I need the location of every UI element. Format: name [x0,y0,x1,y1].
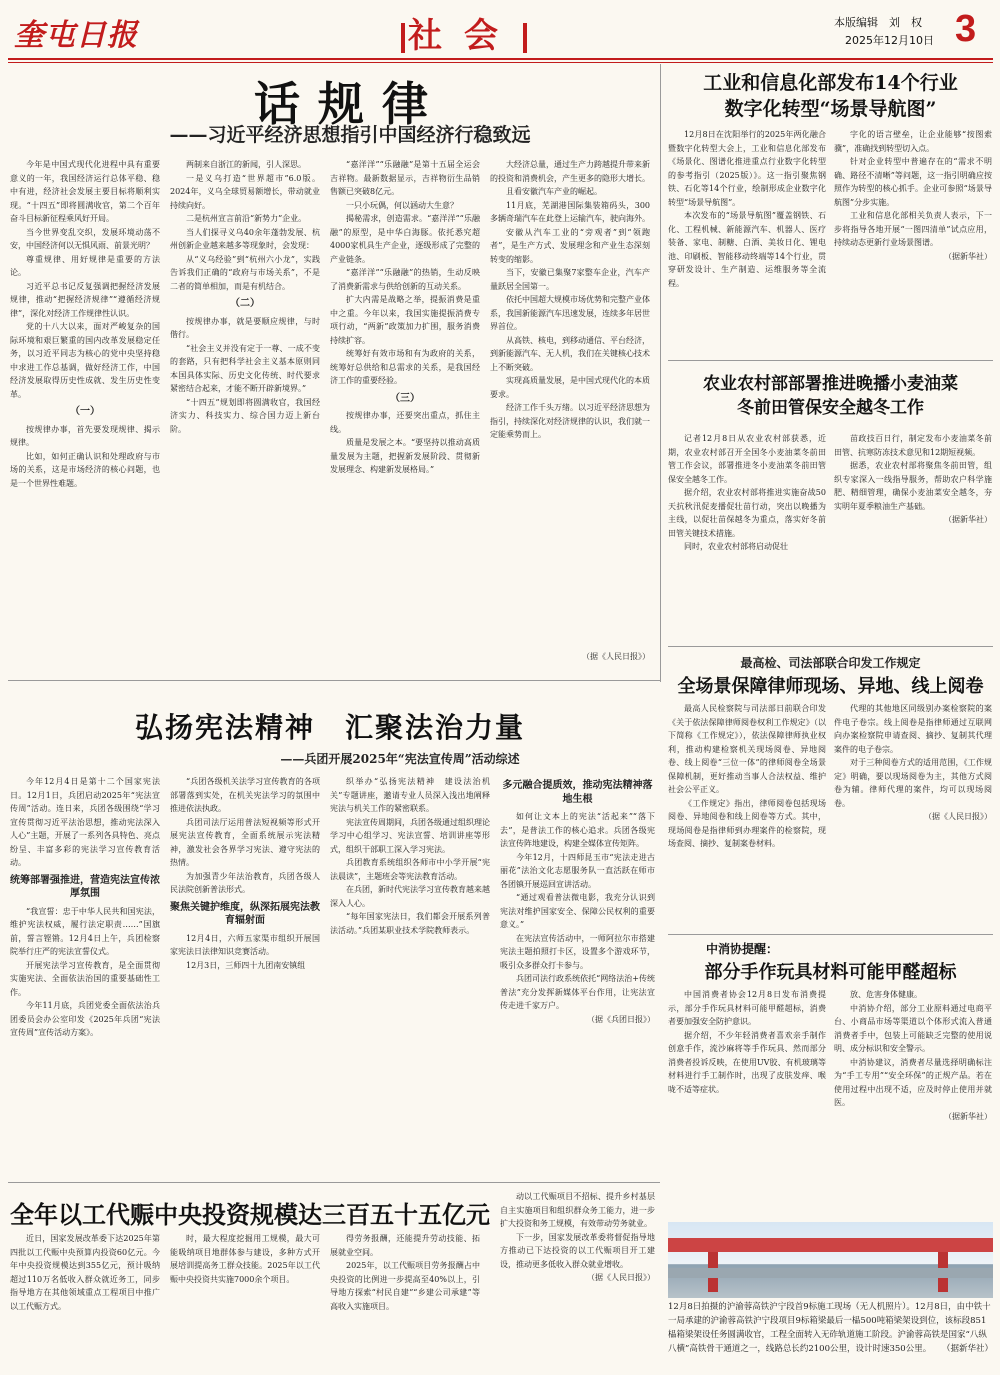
constitution-column-2: “兵团各级机关法学习宣传教育的各项部署落到实处，在机关宪法学习的氛围中推进依法执政。 兵团司法厅运用普法短视频等形式开展宪法宣传教育，全面系统展示宪法精神，激发社会各界学习宪法、遵守宪法的热情。 为加强青少年法治教育，兵团各级人民法院创新普法形式。 聚焦关键护维度，纵深拓展宪法教育辐射面 12月4日，六师五家渠市组织开展国家宪法日法律知识竞赛活动。 12月3日，三师四十九团南安镇组 [170,777,320,970]
toys-column-2: 放、危害身体健康。 中消协介绍，部分工业原料通过电商平台、小商品市场等渠道以个体形式流入普通消费者手中，包装上可能缺乏完整的使用说明、成分标识和安全警示。 中消协建议，消费者尽量选择明确标注为“手工专用”“安全环保”的正规产品。若在使用过程中出现不适，应及时停止使用并就医。 （据新华社） [834,990,992,1121]
divider [668,360,993,361]
issue-date: 2025年12月10日 [845,34,934,47]
constitution-subhead-1: 统筹部署强推进，营造宪法宣传浓厚氛围 [10,874,160,899]
constitution-title: 弘扬宪法精神 汇聚法治力量 [134,711,525,744]
divider [8,1182,660,1183]
industry-column-2: 字化的语言壁垒，让企业能够“按图索骥”，准确找到转型切入点。 针对企业转型中普遍存在的“需求不明确、路径不清晰”等问题，这一指引明确应按照作为转型的核心抓手。企业可参照“场景导航图”分步实施。 工业和信息化部相关负责人表示，下一步将指导各地开展“一图四清单”试点应用，持续动态更新行业场景图谱。 （据新华社） [834,130,992,261]
investment-title: 全年以工代赈中央投资规模达三百五十五亿元 [10,1200,490,1229]
lead-title: 话规律 [254,77,446,131]
toys-column-1: 中国消费者协会12月8日发布消费提示，部分手作玩具材料可能甲醛超标，消费者要加强安全防护意识。 据介绍，不少年轻消费者喜欢亲手制作创意手作，流沙麻将等手作玩具、然而部分消费者投诉反映，在使用UV胶、有机玻璃等材料进行手工制作时，出现了皮肤发痒、喉咙不适等症状。 [668,990,826,1094]
section-divider [8,680,660,681]
investment-column-3: 得劳务报酬，还能提升劳动技能、拓展就业空间。 2025年，以工代赈项目劳务报酬占中央投资的比例进一步提高至40%以上，引导地方探索“村民自建”“乡建公司承建”等高收入实施项目。 [330,1234,480,1311]
investment-column-2: 时，最大程度挖掘用工规模，最大可能吸纳项目地群体参与建设，多种方式开展培训提高务工群众技能。2025年以工代赈中央投资共实施7000余个项目。 [170,1234,320,1284]
lead-source: （据《人民日报》） [582,652,650,661]
lead-subtitle: ——习近平经济思想指引中国经济行稳致远 [169,124,531,146]
lead-column-4: 大经济总量，通过生产力跨越提升带来新的投资和消费机会，产生更多的隐形大增长。 且看安徽汽车产业的崛起。 11月底，芜湖港国际集装箱码头，300多辆奇瑞汽车在此登上运输汽车，驶向海外。 安徽从汽车工业的“旁观者”到“领跑者”，是生产方式、发展理念和产业生态深刻转变的缩影。 当下，安徽已集聚7家整车企业，汽车产量跃居全国第一。 依托中国超大规模市场优势和完整产业体系，我国新能源汽车迅速发展，连续多年居世界首位。 从高铁、核电，到移动通信、平台经济，到新能源汽车、无人机，我们在关键核心技术上不断突破。 实现高质量发展，是中国式现代化的本质要求。 经济工作千头万绪。以习近平经济思想为指引，持续深化对经济规律的认识，我们就一定能乘势而上。 [490,160,650,439]
industry-title: 工业和信息化部发布14个行业 数字化转型“场景导航图” [703,72,958,120]
news-photo [668,1222,993,1298]
constitution-subhead-3: 多元融合提质效，推动宪法精神落地生根 [502,780,653,805]
constitution-column-4: 多元融合提质效，推动宪法精神落地生根 如何让文本上的宪法“活起来”“落下去”，是普法工作的核心追求。兵团各级宪法宣传阵地建设，构建全媒体宣传矩阵。 今年12月，十四师昆玉市“宪法走进古丽花”法治文化志愿服务队一直活跃在师市各团镇开展巡回宣讲活动。 “通过观看普法微电影，我充分认识到宪法对维护国家安全、保障公民权利的重要意义。” 在宪法宣传活动中，一师阿拉尔市搭建宪法主题拍照打卡区，设置多个游戏环节，吸引众多群众打卡参与。 兵团司法行政系统依托“网络法治+传统普法”充分发挥新媒体平台作用，让宪法宣传走进千家万户。 （据《兵团日报》） [500,780,655,1024]
divider [668,934,993,935]
constitution-column-1: 今年12月4日是第十二个国家宪法日。12月1日，兵团启动2025年“宪法宣传周”活动。连日来，兵团各级围绕“学习宣传贯彻习近平法治思想，推动宪法深入人心”主题，开展了一系列各具特色、亮点纷呈、丰富多彩的宪法学习宣传教育活动。 统筹部署强推进，营造宪法宣传浓厚氛围 “我宣誓：忠于中华人民共和国宪法，维护宪法权威，履行法定职责……”国旗前，誓言铿锵。12月4日上午，兵团检察院举行庄严的宪法宣誓仪式。 开展宪法学习宣传教育，是全面贯彻实施宪法、全面依法治国的重要基础性工作。 今年11月底，兵团党委全面依法治兵团委员会办公室印发《2025年兵团“宪法宣传周”宣传活动方案》。 [10,777,160,1037]
toys-title: 部分手作玩具材料可能甲醛超标 [704,962,957,983]
section-title: 社会 [398,8,530,57]
page-number: 3 [955,8,977,50]
editor-line: 本版编辑 刘 权 [834,16,922,29]
court-kicker: 最高检、司法部联合印发工作规定 [740,656,921,670]
newspaper-logo: 奎屯日报 [14,18,138,53]
masthead-rule-thin [8,62,993,63]
agriculture-column-1: 记者12月8日从农业农村部获悉，近期，农业农村部召开全国冬小麦油菜冬前田管工作会议，部署推进冬小麦油菜冬前田管保安全越冬工作。 据介绍，农业农村部将推进实施奋战50天抗秋汛促麦播促壮苗行动，突出以晚播为主线，以促壮苗保越冬为重点，落实好冬前田管关键技术措施。 同时，农业农村部将启动促壮 [668,434,826,551]
investment-column-4: 动以工代赈项目不招标、提升乡村基层自主实施项目和组织群众务工能力，进一步扩大投资和务工规模，有效带动劳务就业。 下一步，国家发展改革委将督促指导地方推动已下达投资的以工代赈项目开工建设，推动更多低收入群众就业增收。 （据《人民日报》） [500,1192,655,1282]
photo-caption: 12月8日拍摄的沪渝蓉高铁沪宁段首9标施工现场（无人机照片）。12月8日，由中铁十一局承建的沪渝蓉高铁沪宁段项目9标箱梁最后一榀500吨箱梁架设到位，该标段851榀箱梁架设任务圆满收官，工程全面转入无砟轨道施工阶段。沪渝蓉高铁是国家“八纵八横”高铁骨干通道之一，线路总长约2100公里，设计时速350公里。 （据新华社） [668,1302,993,1354]
industry-column-1: 12月8日在沈阳举行的2025年两化融合暨数字化转型大会上，工业和信息化部发布《场景化、图谱化推进重点行业数字化转型的参考指引（2025版）》。这一指引聚焦钢铁、石化等14个行业，绘制形成企业数字化转型“场景导航图”。 本次发布的“场景导航图”覆盖钢铁、石化、工程机械、新能源汽车、机器人、医疗装备、家电、制糖、白酒、美妆日化、锂电池、印刷板、智能移动终端等14个行业，贯穿研发设计、生产制造、运维服务等全流程。 [668,130,826,288]
agriculture-title: 农业农村部部署推进晚播小麦油菜 冬前田管保安全越冬工作 [703,374,958,418]
lead-column-2: 两制来自浙江的新闻，引人深思。 一是义乌打造“世界超市”6.0版。2024年，义乌全球贸易额增长，带动就业持续向好。 二是杭州宣言前沿“新势力”企业。 当人们探寻义乌40余年蓬勃发展、杭州创新企业越来越多等现象时，会发现： 从“义乌经验”到“杭州六小龙”，实践告诉我们正确的“政府与市场关系”，不是二者的简单相加，而是有机结合。 （二） 按规律办事，就是要顺应规律，与时偕行。 “社会主义并没有定于一尊、一成不变的套路，只有把科学社会主义基本原则同本国具体实际、历史文化传统、时代要求紧密结合起来，才能不断开辟新境界。” “十四五”规划即将圆满收官，我国经济实力、科技实力、综合国力迈上新台阶。 [170,160,320,434]
constitution-column-3: 织举办“弘扬宪法精神 建设法治机关”专题讲座，邀请专业人员深入浅出地阐释宪法与机关工作的紧密联系。 宪法宣传周期间，兵团各级通过组织理论学习中心组学习、宪法宣誓、培训讲座等形式，组织干部职工深入学习宪法。 兵团教育系统组织各师市中小学开展“宪法晨读”，主题班会等宪法教育活动。 在兵团，新时代宪法学习宣传教育越来越深入人心。 “每年国家宪法日，我们都会开展系列普法活动。”兵团某职业技术学院教师表示。 [330,777,490,935]
court-column-2: 代理的其他地区同级别办案检察院的案件电子卷宗。线上阅卷是指律师通过互联网向办案检察院申请查阅、摘抄、复制其代理案件的电子卷宗。 对于三种阅卷方式的适用范围，《工作规定》明确，要以现场阅卷为主，其他方式阅卷为辅。律师代理的案件，均可以现场阅卷。 （据《人民日报》） [834,704,992,821]
constitution-subhead-2: 聚焦关键护维度，纵深拓展宪法教育辐射面 [170,901,320,926]
lead-column-1: 今年是中国式现代化进程中具有重要意义的一年，我国经济运行总体平稳、稳中有进，经济社会发展主要目标将顺利实现。“十四五”即将圆满收官，第二个百年奋斗目标新征程乘风好开局。 当今世界变乱交织，发展环境动荡不安，中国经济何以无惧风雨、前景光明？ 尊重规律、用好规律是重要的方法论。 习近平总书记反复强调把握经济发展规律，推动“把握经济规律”“遵循经济规律”，深化对经济工作规律性认识。 党的十八大以来，面对严峻复杂的国际环境和艰巨繁重的国内改革发展稳定任务，以习近平同志为核心的党中央坚持稳中求进工作总基调，做好经济工作，中国经济发展取得历史性成就、发生历史性变革。 （一） 按规律办事，首先要发现规律、揭示规律。 比如，如何正确认识和处理政府与市场的关系，这是市场经济的核心问题，也是一个世界性难题。 [10,160,160,488]
masthead-rule [8,58,993,60]
court-title: 全场景保障律师现场、异地、线上阅卷 [677,676,984,697]
lead-column-3: “嘉洋洋”“乐融融”是第十五届全运会吉祥物。最新数据显示，吉祥物衍生品销售额已突破8亿元。 一只小玩偶，何以涵动大生意？ 揭秘需求，创造需求。“嘉洋洋”“乐融融”的原型，是中华白海豚。依托悉究超4000家机具生产企业，逐级形成了完整的产业链条。 “嘉洋洋”“乐融融”的热销，生动反映了消费新需求与供给创新的互动关系。 扩大内需是战略之举，提振消费是重中之重。今年以来，我国实施提振消费专项行动，“两新”政策加力扩围，服务消费持续扩容。 统筹好有效市场和有为政府的关系，统筹好总供给和总需求的关系，是我国经济工作的重要经验。 （三） 按规律办事，还要突出重点，抓住主线。 质量是发展之本。“要坚持以推动高质量发展为主题，把握新发展阶段、贯彻新发展理念、构建新发展格局。” [330,160,480,474]
photo-credit: （据新华社） [941,1344,993,1354]
crane-beam [668,1238,993,1252]
constitution-subtitle: ——兵团开展2025年“宪法宣传周”活动综述 [280,752,520,766]
toys-kicker: 中消协提醒： [706,942,779,956]
agriculture-column-2: 苗政技百日行，制定发布小麦油菜冬前田管、抗寒防冻技术意见和12期短视频。 据悉，农业农村部将聚焦冬前田管，组织专家深入一线指导服务，帮助农户科学施肥、精细管理，确保小麦油菜安全越冬，夯实明年夏季粮油生产基础。 （据新华社） [834,434,992,524]
divider [668,646,993,647]
court-column-1: 最高人民检察院与司法部日前联合印发《关于依法保障律师阅卷权利工作规定》（以下简称《工作规定》），依法保障律师执业权利，推动构建检察机关现场阅卷、异地阅卷、线上阅卷“三位一体”的律师阅卷全场景保障机制，更好推动当事人合法权益、维护社会公平正义。 《工作规定》指出，律师阅卷包括现场阅卷、异地阅卷和线上阅卷等方式。其中，现场阅卷是指律师到办理案件的检察院，现场查阅、摘抄、复制案卷材料。 [668,704,826,848]
bridge-deck [668,1268,993,1278]
investment-column-1: 近日，国家发展改革委下达2025年第四批以工代赈中央预算内投资60亿元。今年中央投资规模达到355亿元，预计吸纳超过110万名低收入群众就近务工，同步指导地方在其他领域重点工程项目中推广以工代赈方式。 [10,1234,160,1311]
column-divider [660,64,661,682]
